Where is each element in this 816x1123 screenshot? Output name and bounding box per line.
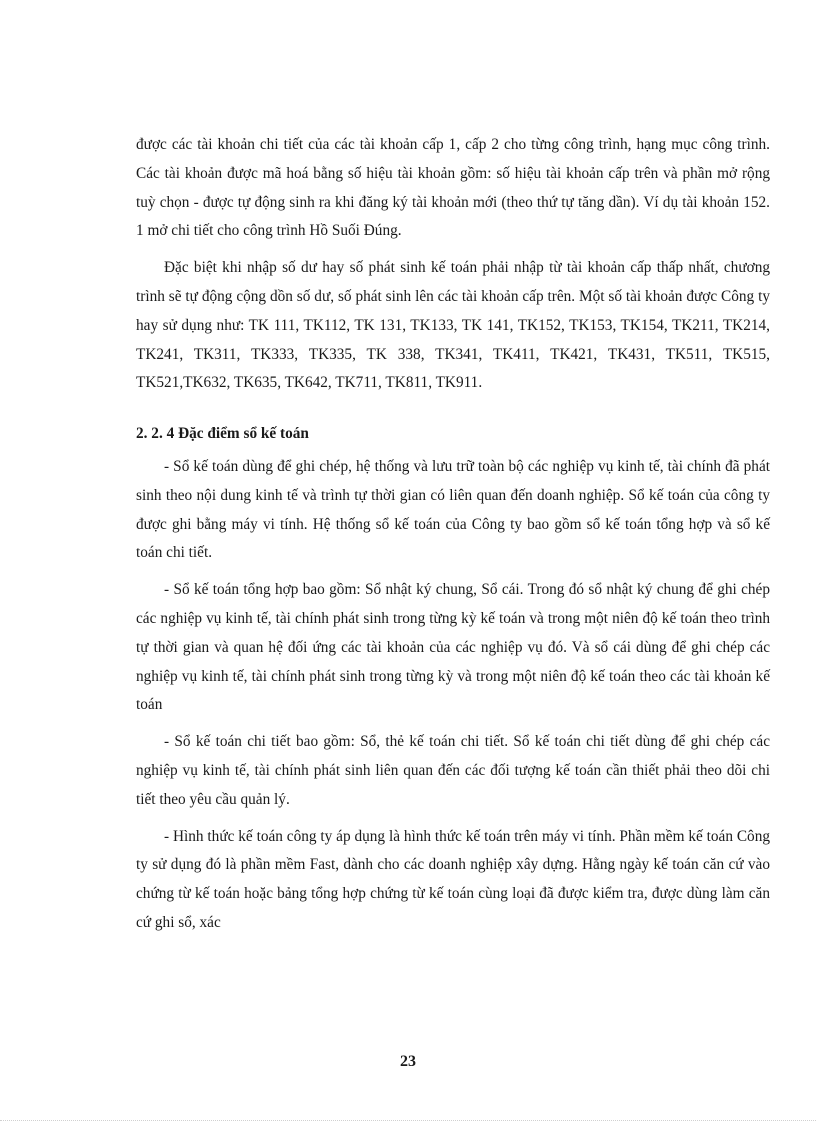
section-heading: 2. 2. 4 Đặc điểm sổ kế toán bbox=[136, 425, 309, 443]
page-number: 23 bbox=[400, 1053, 416, 1070]
paragraph-1: được các tài khoản chi tiết của các tài khoản cấp 1, cấp 2 cho từng công trình, hạng mục công trình. Các tài khoản được mã hoá bằng số hiệu tài khoản gồm: số hiệu tài khoản cấp trên và phần mở rộng tuỳ chọn - được tự động sinh ra khi đăng ký tài khoản mới (theo thứ tự tăng dần). Ví dụ tài khoản 152. 1 mở chi tiết cho công trình Hồ Suối Đúng. bbox=[136, 136, 770, 240]
paragraph-2: Đặc biệt khi nhập số dư hay số phát sinh kế toán phải nhập từ tài khoản cấp thấp nhất, chương trình sẽ tự động cộng dồn số dư, số phát sinh lên các tài khoản cấp trên. Một số tài khoản được Công ty hay sử dụng như: TK 111, TK112, TK 131, TK133, TK 141, TK152, TK153, TK154, TK211, TK214, TK241, TK311, TK333, TK335, TK 338, TK341, TK411, TK421, TK431, TK511, TK515, TK521,TK632, TK635, TK642, TK711, TK811, TK911. bbox=[136, 259, 770, 392]
paragraph-3: - Sổ kế toán dùng để ghi chép, hệ thống và lưu trữ toàn bộ các nghiệp vụ kinh tế, tài chính đã phát sinh theo nội dung kinh tế và trình tự thời gian có liên quan đến doanh nghiệp. Sổ kế toán của công ty được ghi bằng máy vi tính. Hệ thống sổ kế toán của Công ty bao gồm sổ kế toán tổng hợp và sổ kế toán chi tiết. bbox=[136, 457, 770, 562]
paragraph-4: - Sổ kế toán tổng hợp bao gồm: Sổ nhật ký chung, Sổ cái. Trong đó sổ nhật ký chung để ghi chép các nghiệp vụ kinh tế, tài chính phát sinh trong từng kỳ kế toán và trong một niên độ kế toán theo trình tự thời gian và quan hệ đối ứng các tài khoản của các nghiệp vụ đó. Và sổ cái dùng để ghi chép các nghiệp vụ kinh tế, tài chính phát sinh trong từng kỳ và trong một niên độ kế toán theo các tài khoản kế toán bbox=[136, 581, 770, 714]
paragraph-5: - Sổ kế toán chi tiết bao gồm: Sổ, thẻ kế toán chi tiết. Sổ kế toán chi tiết dùng để ghi chép các nghiệp vụ kinh tế, tài chính phát sinh liên quan đến các đối tượng kế toán cần thiết phải theo dõi chi tiết theo yêu cầu quản lý. bbox=[136, 733, 770, 808]
document-body bbox=[136, 131, 770, 946]
page-bottom-divider bbox=[0, 1120, 816, 1121]
paragraph-6: - Hình thức kế toán công ty áp dụng là hình thức kế toán trên máy vi tính. Phần mềm kế toán Công ty sử dụng đó là phần mềm Fast, dành cho các doanh nghiệp xây dựng. Hằng ngày kế toán căn cứ vào chứng từ kế toán hoặc bảng tổng hợp chứng từ kế toán cùng loại đã được kiểm tra, được dùng làm căn cứ ghi sổ, xác bbox=[136, 827, 770, 931]
